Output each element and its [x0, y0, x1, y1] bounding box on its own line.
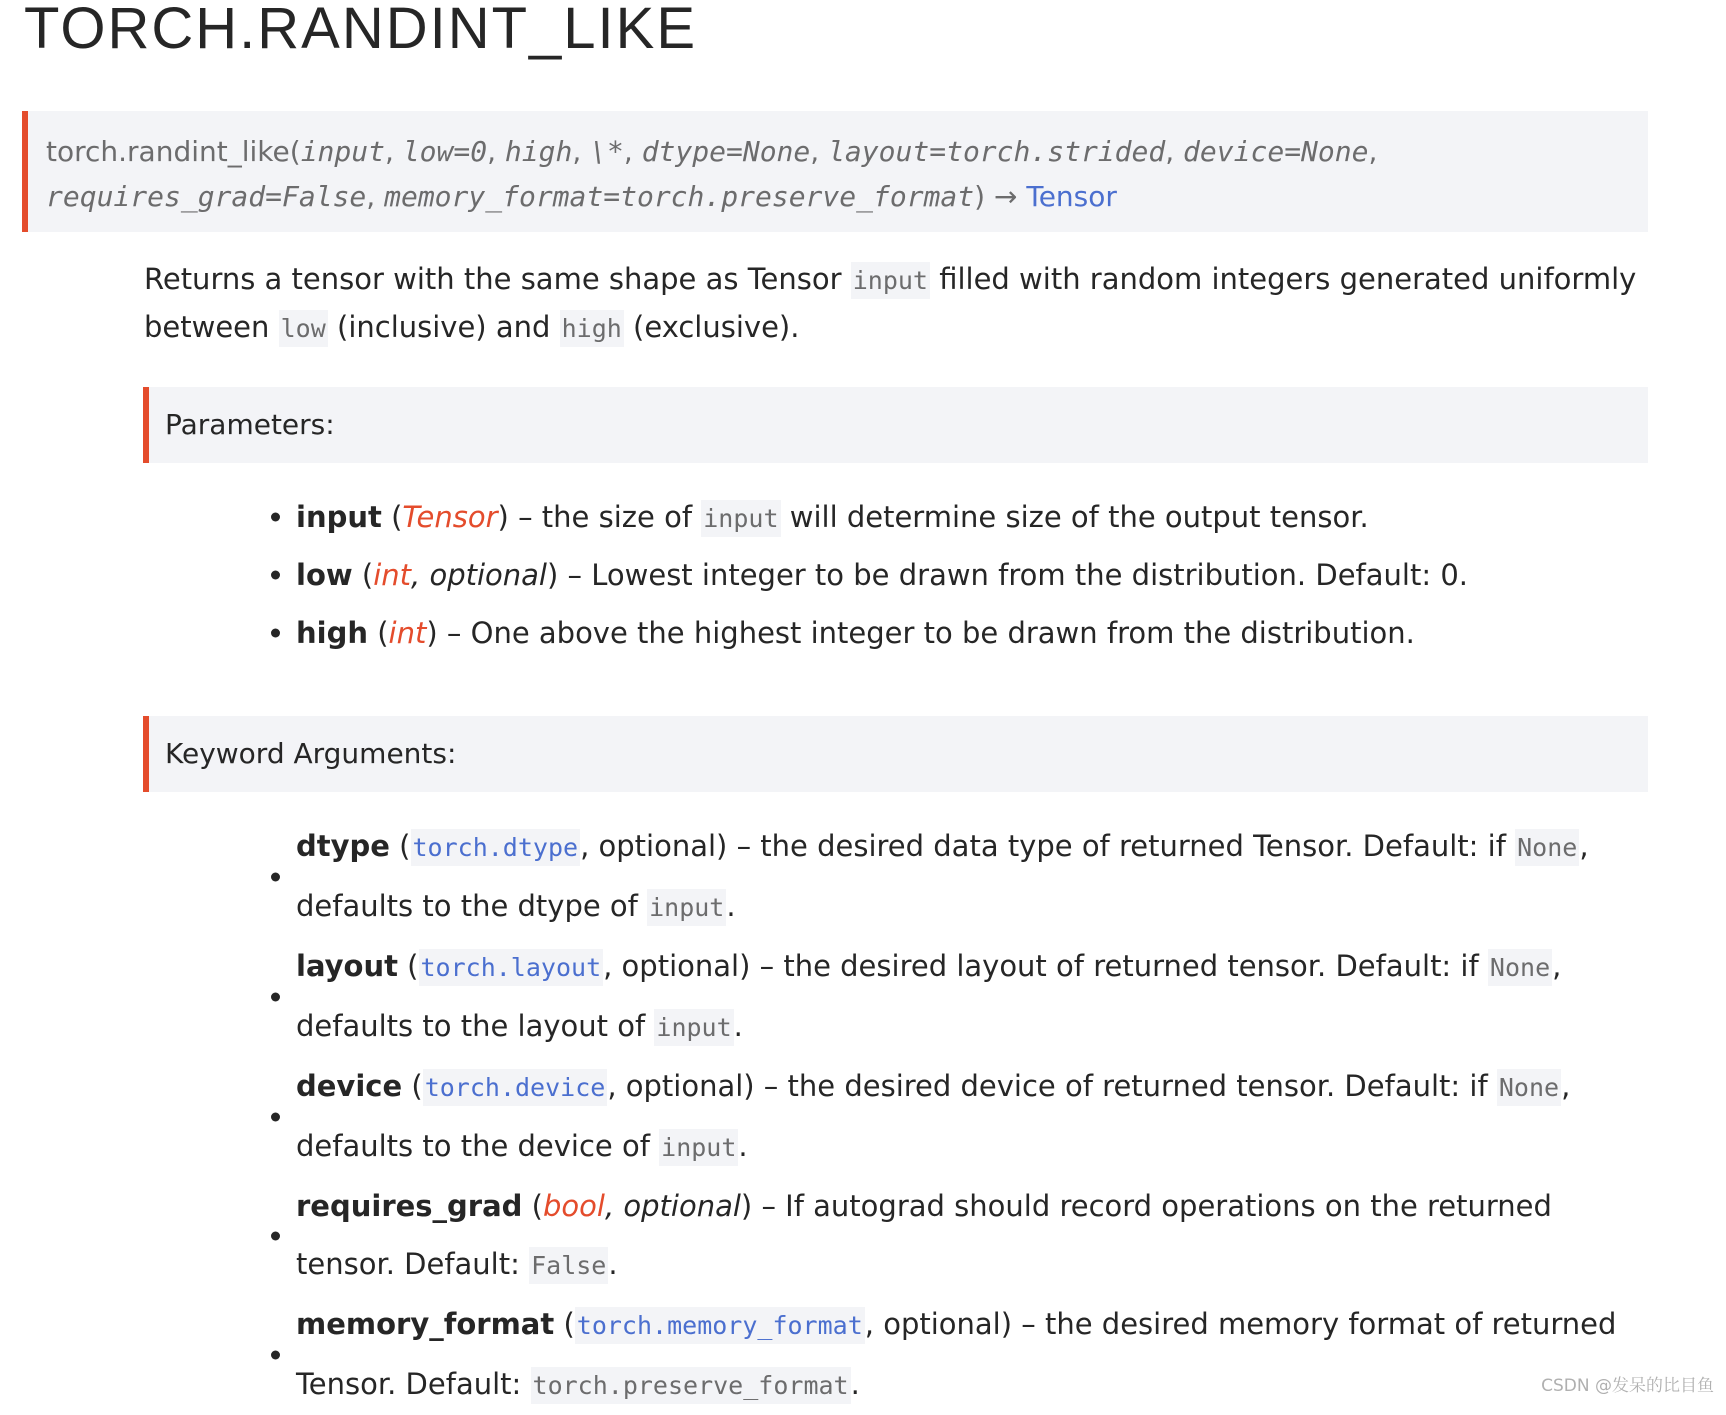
type-link[interactable]: torch.dtype: [411, 829, 581, 866]
kwarg-desc: , defaults to the layout of: [296, 949, 1562, 1043]
paren: ): [497, 500, 509, 534]
list-item: [296, 546, 1656, 604]
keyword-arguments-list: [296, 817, 1656, 1415]
sig-param-requires-grad: requires_grad=False: [46, 180, 367, 213]
inline-code: input: [851, 262, 930, 299]
paren: ): [426, 616, 438, 650]
type-link[interactable]: torch.layout: [419, 949, 604, 986]
sig-param-dtype: dtype=None: [641, 135, 811, 168]
param-desc: – Lowest integer to be drawn from the distribution. Default: 0.: [558, 558, 1468, 592]
description: [144, 256, 1664, 352]
keyword-arguments-heading: Keyword Arguments:: [143, 716, 1648, 792]
sig-param-star: \*: [590, 135, 624, 168]
sig-param-input: input: [300, 135, 385, 168]
sig-comma: ,: [1165, 135, 1175, 168]
optional-label: optional: [623, 1189, 741, 1223]
sig-comma: ,: [623, 135, 633, 168]
paren: ): [740, 1189, 753, 1223]
optional-label: optional: [429, 558, 547, 592]
param-type-link[interactable]: int: [388, 616, 427, 650]
list-item: [296, 1057, 1656, 1177]
inline-code: None: [1488, 949, 1552, 986]
list-item: [296, 604, 1656, 662]
desc-text: filled with random integers generated uniformly between: [144, 262, 1637, 344]
kwarg-name: memory_format: [296, 1307, 555, 1341]
period: .: [850, 1367, 860, 1401]
period: .: [726, 889, 736, 923]
paren: (: [368, 616, 389, 650]
inline-code: low: [279, 310, 328, 347]
param-name: input: [296, 500, 382, 534]
list-item: [296, 488, 1656, 546]
function-name: torch.randint_like: [46, 135, 290, 168]
kwarg-name: requires_grad: [296, 1189, 523, 1223]
kwarg-desc: – the desired layout of returned tensor. Default: if: [750, 949, 1488, 983]
sig-comma: ,: [384, 135, 394, 168]
inline-code: input: [701, 500, 780, 537]
return-type-link[interactable]: Tensor: [1026, 180, 1117, 213]
sig-comma: ,: [810, 135, 820, 168]
optional-label: , optional): [603, 949, 751, 983]
period: .: [733, 1009, 743, 1043]
signature-open-paren: (: [289, 135, 301, 168]
kwarg-desc: , defaults to the dtype of: [296, 829, 1589, 923]
sig-param-memory-format: memory_format=torch.preserve_format: [384, 180, 975, 213]
function-signature: [22, 111, 1648, 232]
optional-label: , optional): [864, 1307, 1013, 1341]
inline-code: None: [1515, 829, 1579, 866]
paren: (: [389, 829, 411, 863]
desc-text: (exclusive).: [623, 310, 800, 344]
inline-code: torch.preserve_format: [531, 1367, 851, 1404]
paren: (: [402, 1069, 423, 1103]
separator: ,: [604, 1189, 624, 1223]
kwarg-desc: – If autograd should record operations on the returned tensor. Default:: [296, 1189, 1552, 1281]
period: .: [738, 1129, 748, 1163]
sig-comma: ,: [572, 135, 582, 168]
kwarg-desc: – the desired device of returned tensor. Default: if: [754, 1069, 1497, 1103]
sig-comma: ,: [366, 180, 376, 213]
separator: ,: [411, 558, 430, 592]
sig-comma: ,: [487, 135, 496, 168]
period: .: [608, 1247, 618, 1281]
param-type-link[interactable]: Tensor: [402, 500, 498, 534]
paren: (: [381, 500, 403, 534]
parameters-heading: Parameters:: [143, 387, 1648, 463]
kwarg-name: device: [296, 1069, 403, 1103]
param-desc: – One above the highest integer to be drawn from the distribution.: [437, 616, 1415, 650]
page-title: TORCH.RANDINT_LIKE: [24, 0, 698, 61]
sig-param-high: high: [504, 135, 573, 168]
kwarg-desc: – the desired memory format of returned Tensor. Default:: [296, 1307, 1617, 1401]
param-type-link[interactable]: int: [373, 558, 412, 592]
paren: ): [546, 558, 559, 592]
inline-code: False: [529, 1247, 608, 1284]
desc-text: (inclusive) and: [327, 310, 560, 344]
list-item: [296, 937, 1656, 1057]
inline-code: input: [659, 1129, 738, 1166]
param-type-link[interactable]: bool: [542, 1189, 605, 1223]
optional-label: , optional): [580, 829, 728, 863]
paren: (: [397, 949, 419, 983]
kwarg-name: layout: [296, 949, 398, 983]
paren: (: [554, 1307, 575, 1341]
param-desc: will determine size of the output tensor.: [780, 500, 1369, 534]
sig-comma: ,: [1368, 135, 1378, 168]
kwarg-name: dtype: [296, 829, 390, 863]
sig-param-device: device=None: [1183, 135, 1369, 168]
list-item: [296, 817, 1656, 937]
inline-code: high: [560, 310, 624, 347]
inline-code: None: [1497, 1069, 1561, 1106]
sig-param-layout: layout=torch.strided: [828, 135, 1166, 168]
param-name: high: [296, 616, 368, 650]
paren: (: [352, 558, 374, 592]
return-arrow: →: [993, 180, 1018, 213]
param-desc: – the size of: [508, 500, 702, 534]
paren: (: [522, 1189, 543, 1223]
kwarg-desc: – the desired data type of returned Tensor. Default: if: [727, 829, 1516, 863]
desc-text: Returns a tensor with the same shape as Tensor: [144, 262, 851, 296]
type-link[interactable]: torch.device: [423, 1069, 608, 1106]
type-link[interactable]: torch.memory_format: [575, 1307, 865, 1344]
inline-code: input: [647, 889, 726, 926]
list-item: [296, 1295, 1656, 1415]
param-name: low: [296, 558, 353, 592]
watermark: CSDN @发呆的比目鱼: [1541, 1376, 1714, 1396]
kwarg-desc: , defaults to the device of: [296, 1069, 1571, 1163]
parameters-list: [296, 488, 1656, 662]
inline-code: input: [654, 1009, 733, 1046]
list-item: [296, 1177, 1656, 1295]
optional-label: , optional): [607, 1069, 755, 1103]
signature-close-paren: ): [974, 180, 986, 213]
sig-param-low: low=0: [402, 135, 488, 168]
